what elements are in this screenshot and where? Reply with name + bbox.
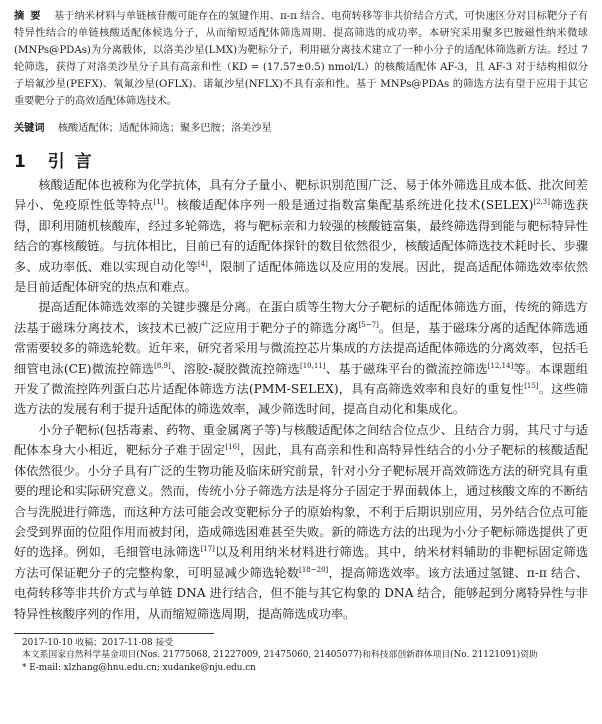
paragraph-text: 。核酸适配体序列一般是通过指数富集配基系统进化技术(SELEX) bbox=[163, 198, 534, 213]
paragraph-text: 核酸适配体也被称为化学抗体，具有分子量小、靶标识别范围广泛、易于体外筛选且成本低、批次间差异小、免疫原性低等特点 bbox=[14, 178, 588, 213]
paragraph-text: ，限制了适配体筛选以及应用的发展。因此，提高适配体筛选效率依然是目前适配体研究的热点和难点。 bbox=[14, 259, 589, 295]
paragraph-text: 。但是，基于磁珠分离的适配体筛选通常需要较多的筛选轮数。近年来，研究者采用与微流控芯片集成的方法提高适配体筛选的分离效率，包括毛细管电泳(CE)微流控筛选 bbox=[14, 320, 589, 376]
keywords-text: 核酸适配体；适配体筛选；聚多巴胺；洛美沙星 bbox=[57, 123, 272, 134]
abstract bbox=[14, 8, 588, 110]
citation: [16] bbox=[225, 443, 240, 452]
paragraph-text: 小分子靶标(包括毒素、药物、重金属离子等)与核酸适配体之间结合位点少、且结合力弱，其尺寸与适配体本身大小相近，靶标分子难于固定 bbox=[14, 422, 588, 458]
citation: [4] bbox=[197, 259, 208, 268]
paragraph-text: 、溶胶-凝胶微流控筛选 bbox=[170, 361, 300, 376]
citation: [15] bbox=[524, 382, 539, 390]
contact-email: * E-mail: xlzhang@hnu.edu.cn; xudanke@nju.edu.cn bbox=[22, 662, 256, 673]
citation: [8,9] bbox=[154, 361, 171, 370]
paragraph bbox=[14, 297, 588, 419]
citation: [17] bbox=[200, 545, 215, 554]
citation: [18~20] bbox=[299, 565, 329, 574]
paragraph-text: 、基于磁珠平台的微流控筛选 bbox=[325, 361, 488, 376]
paragraph-text: ，提高筛选效率。该方法通过氢键、π-π 结合、电荷转移等非共价方式与单链 DNA 进行结合，但不能与其它构象的 DNA 结合，能够起到分离特异性与非特异性核酸序列的作用，从而缩短筛选周期，提高筛选成功率。 bbox=[14, 565, 589, 621]
paragraph-text: 等。本课题组开发了微流控阵列蛋白芯片适配体筛选方法(PMM-SELEX)，具有高筛选效率和良好的重复性 bbox=[14, 361, 589, 397]
paragraph-text: 筛选获得，即利用随机核酸库，经过多轮筛选，将与靶标亲和力较强的核酸链富集，最终筛选得到能与靶标特异性结合的寡核酸链。与抗体相比，目前已有的适配体探针的数目依然很少，核酸适配体筛选技术耗时长、步骤多、成功率低、难以实现自动化等 bbox=[14, 198, 589, 274]
paragraph bbox=[14, 420, 588, 624]
paragraph-text: 以及利用纳米材料进行筛选。其中，纳米材料辅助的非靶标固定筛选方法可保证靶分子的完整构象，可明显减少筛选轮数 bbox=[14, 545, 589, 580]
paragraph-text: 提高适配体筛选效率的关键步骤是分离。在蛋白质等生物大分子靶标的适配体筛选方面，传统的筛选方法基于磁珠分离技术，该技术已被广泛应用于靶分子的筛选分离 bbox=[14, 300, 588, 335]
funding-note: 本文系国家自然科学基金项目(Nos. 21775068, 21227009, 21475060, 21405077)和科技部创新群体项目(No. 21121091)资助 bbox=[22, 650, 538, 661]
section-heading bbox=[14, 147, 588, 172]
footnote-divider bbox=[14, 633, 214, 634]
received-date: 2017-10-10 收稿；2017-11-08 接受 bbox=[22, 637, 174, 648]
footnotes bbox=[14, 637, 588, 675]
citation: [12,14] bbox=[487, 361, 514, 370]
paragraph-text: 。这些筛选方法的发展有利于提升适配体的筛选效率，减少筛选时间，提高自动化和集成化。 bbox=[14, 382, 589, 417]
citation: [2,3] bbox=[533, 198, 550, 207]
citation: [5~7] bbox=[358, 320, 379, 329]
citation: [10,11] bbox=[300, 361, 326, 370]
abstract-label: 摘要 bbox=[14, 11, 47, 22]
keywords bbox=[14, 120, 588, 137]
section-title: 引 言 bbox=[47, 152, 94, 172]
keywords-label: 关键词 bbox=[14, 123, 45, 134]
paragraph-text: ，因此，具有高亲和性和高特异性结合的小分子靶标的核酸适配体依然很少。小分子具有广泛的生物功能及临床研究前景，针对小分子靶标展开高效筛选方法的研究具有重要的理论和实际研究意义。然而，传统小分子筛选方法是将分子固定于界面载体上，通过核酸文库的不断结合与洗脱进行筛选，而这种方法可能会改变靶标分子的原始构象，不利于后期识别应用，另外结合位点可能会受到界面的位阻作用而被封闭，造成筛选困难甚至失败。新的筛选方法的出现为小分子靶标筛选提供了更好的选择。例如，毛细管电泳筛选 bbox=[14, 443, 589, 560]
section-number: 1 bbox=[14, 152, 28, 172]
paragraph bbox=[14, 175, 588, 297]
abstract-text: 基于纳米材料与单链核苷酸可能存在的氢键作用、π-π 结合、电荷转移等非共价结合方式，可快速区分对目标靶分子有特异性结合的单链核酸适配体候选分子，从而缩短适配体筛选周期、提高筛选的成功率。本研究采用聚多巴胺磁性纳米微球(MNPs@PDAs)为分离载体，以洛美沙星(LMX)为靶标分子，利用磁分离技术建立了一种小分子的适配体筛选新方法。经过 7 轮筛选，获得了对洛美沙星分子具有高亲和性（KD = (17.57±0.5) nmol/L）的核酸适配体 AF-3，且 AF-3 对于结构相似分子培氟沙星(PEFX)、氧氟沙星(OFLX)、诺氟沙星(NFLX)不具有亲和性。基于 MNPs@PDAs 的筛选方法有望于应用于其它重要靶分子的高效适配体筛选技术。 bbox=[14, 11, 588, 107]
citation: [1] bbox=[153, 198, 164, 207]
